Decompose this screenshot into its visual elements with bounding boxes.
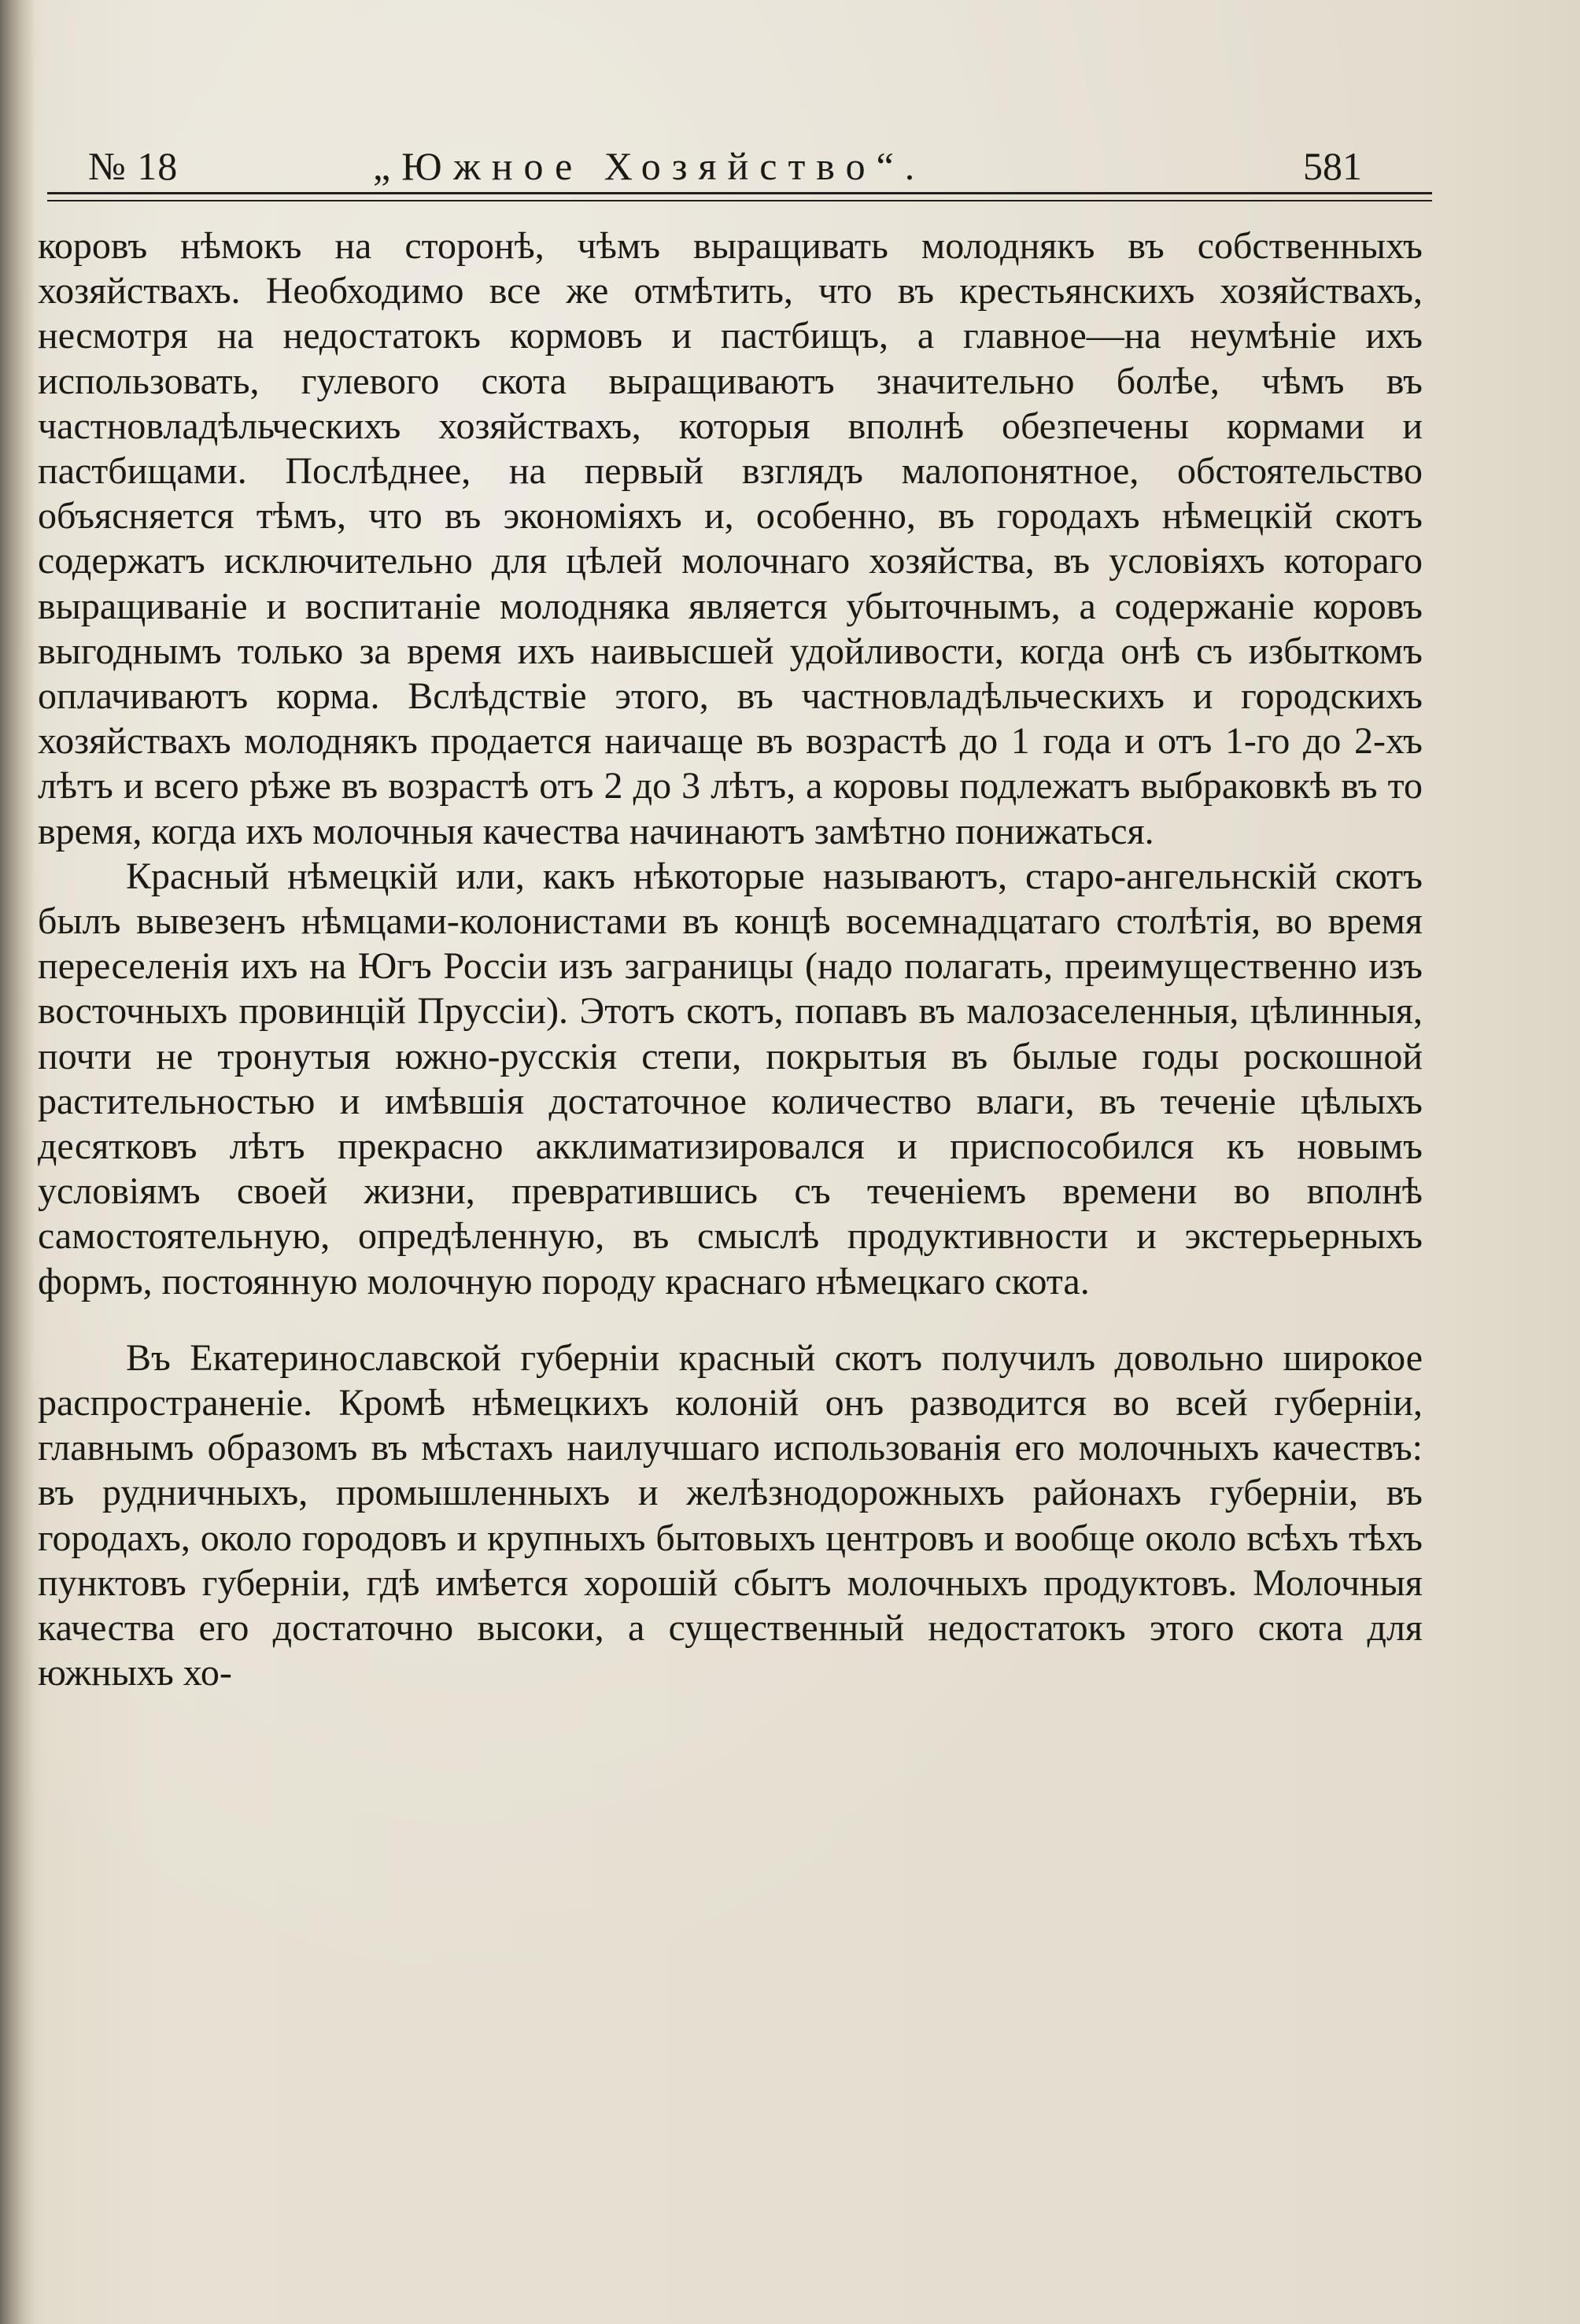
issue-number: № 18: [88, 144, 179, 188]
paragraph-2: Красный нѣмецкій или, какъ нѣкоторые называютъ, старо-ангельнскій скотъ былъ вывезенъ нѣмцами-колонистами въ концѣ восемнадцатаго столѣтія, во время переселенія ихъ на Югъ Россіи изъ заграницы (надо полагать, преимущественно изъ восточныхъ провинцій Пруссіи). Этотъ скотъ, попавъ въ малозаселенныя, цѣлинныя, почти не тронутыя южно-русскія степи, покрытыя въ былые годы роскошной растительностью и имѣвшія достаточное количество влаги, въ теченіе цѣлыхъ десятковъ лѣтъ прекрасно акклиматизировался и приспособился къ новымъ условіямъ своей жизни, превратившись съ теченіемъ времени во вполнѣ самостоятельную, опредѣленную, въ смыслѣ продуктивности и экстерьерныхъ формъ, постоянную молочную породу краснаго нѣмецкаго скота.: [38, 855, 1423, 1302]
page-number: 581: [1303, 144, 1362, 188]
paragraph-3: Въ Екатеринославской губерніи красный скотъ получилъ довольно широкое распространеніе. Кромѣ нѣмецкихъ колоній онъ разводится во всей губерніи, главнымъ образомъ въ мѣстахъ наилучшаго использованія его молочныхъ качествъ: въ рудничныхъ, промышленныхъ и желѣзнодорожныхъ районахъ губерніи, въ городахъ, около городовъ и крупныхъ бытовыхъ центровъ и вообще около всѣхъ тѣхъ пунктовъ губерніи, гдѣ имѣется хорошій сбытъ молочныхъ продуктовъ. Молочныя качества его достаточно высоки, а существенный недостатокъ этого скота для южныхъ хо-: [38, 1336, 1423, 1694]
paragraph-1: коровъ нѣмокъ на сторонѣ, чѣмъ выращивать молоднякъ въ собственныхъ хозяйствахъ. Необходимо все же отмѣтить, что въ крестьянскихъ хозяйствахъ, несмотря на недостатокъ кормовъ и пастбищъ, а главное—на неумѣніе ихъ использовать, гулевого скота выращиваютъ значительно болѣе, чѣмъ въ частновладѣльческихъ хозяйствахъ, которыя вполнѣ обезпечены кормами и пастбищами. Послѣднее, на первый взглядъ малопонятное, обстоятельство объясняется тѣмъ, что въ экономіяхъ и, особенно, въ городахъ нѣмецкій скотъ содержатъ исключительно для цѣлей молочнаго хозяйства, въ условіяхъ котораго выращиваніе и воспитаніе молодняка является убыточнымъ, а содержаніе коровъ выгоднымъ только за время ихъ наивысшей удойливости, когда онѣ съ избыткомъ оплачиваютъ корма. Вслѣдствіе этого, въ частновладѣльческихъ и городскихъ хозяйствахъ молоднякъ продается наичаще въ возрастѣ до 1 года и отъ 1-го до 2-хъ лѣтъ и всего рѣже въ возрастѣ отъ 2 до 3 лѣтъ, а коровы подлежатъ выбраковкѣ въ то время, когда ихъ молочныя качества начинаютъ замѣтно понижаться.: [38, 225, 1423, 852]
binding-shadow: [0, 0, 35, 2324]
header-rule-bottom: [47, 200, 1432, 201]
article-body: [38, 224, 1423, 1696]
header-rule-top: [47, 192, 1432, 194]
running-header: [44, 139, 1429, 194]
journal-title: „Южное Хозяйство“.: [373, 144, 926, 188]
